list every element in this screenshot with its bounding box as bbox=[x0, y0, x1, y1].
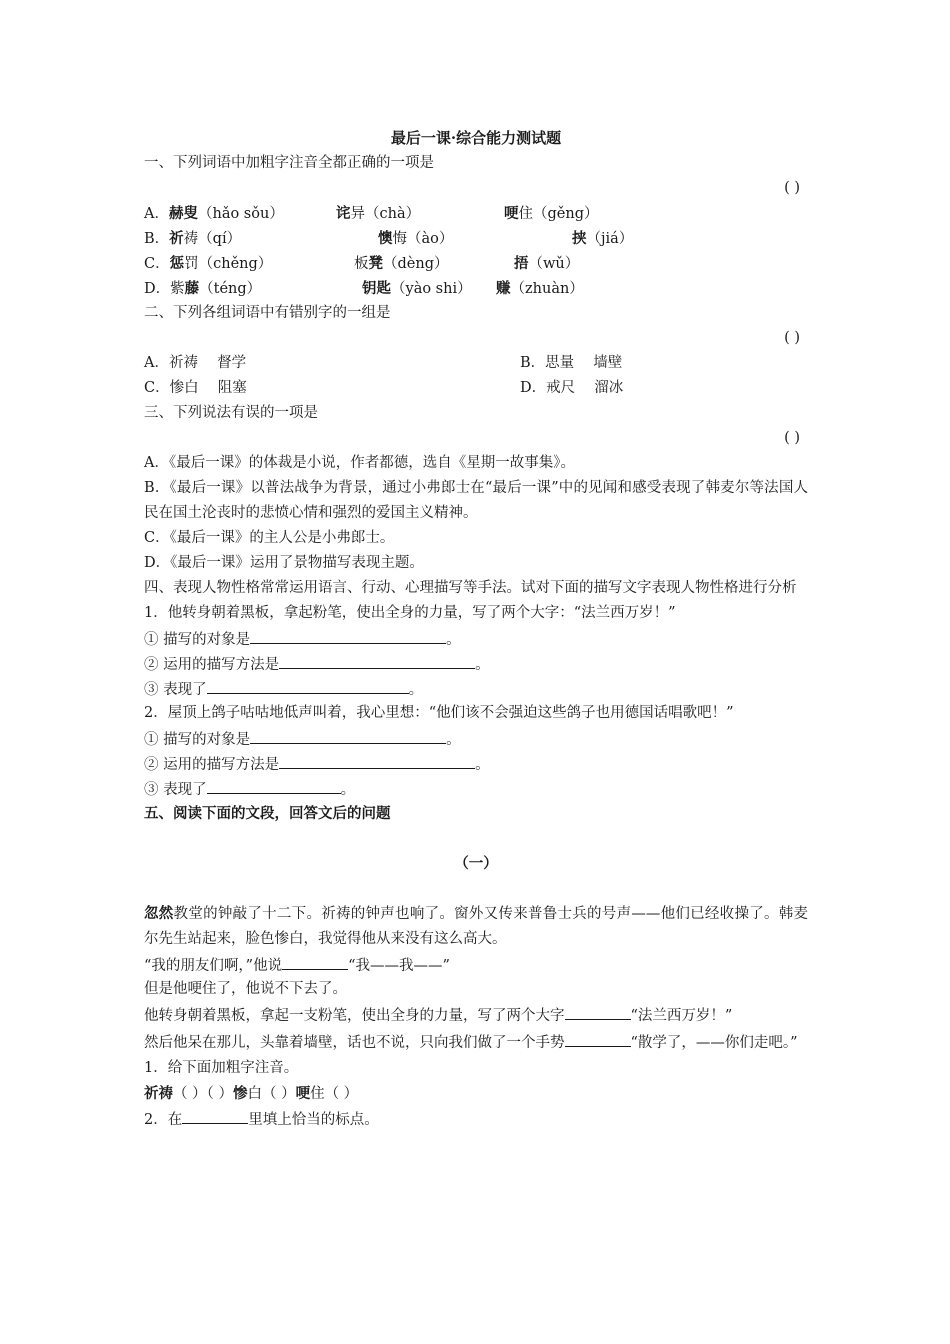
answer-blank[interactable] bbox=[207, 776, 341, 794]
q1-option-a: A．赫叟（hǎo sǒu） 诧异（chà） 哽住（gěng） bbox=[144, 205, 599, 222]
q5-item-2: 2．在 里填上恰当的标点。 bbox=[144, 1106, 808, 1131]
q2-answer-paren: ( ) bbox=[784, 330, 800, 346]
q4-s1-item-a: ① 描写的对象是 。 bbox=[144, 626, 808, 651]
answer-blank[interactable] bbox=[207, 676, 409, 694]
q3-stem: 三、下列说法有误的一项是 bbox=[144, 405, 318, 421]
q4-s1-item-c: ③ 表现了 。 bbox=[144, 676, 808, 701]
q5-stem: 五、阅读下面的文段，回答文后的问题 bbox=[144, 805, 391, 822]
q4-s2-item-c: ③ 表现了 。 bbox=[144, 776, 808, 801]
passage-paragraph-2: “我的朋友们啊，”他说 “我——我——” bbox=[144, 952, 808, 977]
q2-option-d: D．戒尺 溜冰 bbox=[520, 380, 624, 396]
q5-item-1: 1．给下面加粗字注音。 bbox=[144, 1060, 299, 1076]
q1-option-b: B．祈祷（qí） 懊悔（ào） 挟（jiá） bbox=[144, 230, 634, 247]
q4-s2-item-b: ② 运用的描写方法是 。 bbox=[144, 751, 808, 776]
page-title: 最后一课·综合能力测试题 bbox=[390, 129, 562, 147]
q4-s2-item-a: ① 描写的对象是 。 bbox=[144, 726, 808, 751]
section-heading: （一） bbox=[454, 855, 498, 872]
q3-option-c: C．《最后一课》的主人公是小弗郎士。 bbox=[144, 530, 395, 546]
q2-option-c: C．惨白 阻塞 bbox=[144, 380, 247, 396]
answer-blank[interactable] bbox=[279, 751, 475, 769]
q3-option-a: A．《最后一课》的体裁是小说，作者都德，选自《星期一故事集》。 bbox=[144, 455, 575, 471]
document-page bbox=[144, 126, 808, 1131]
answer-blank[interactable] bbox=[250, 626, 446, 644]
answer-blank[interactable] bbox=[250, 726, 446, 744]
answer-blank[interactable] bbox=[279, 651, 475, 669]
q4-stem: 四、表现人物性格常常运用语言、行动、心理描写等手法。试对下面的描写文字表现人物性格进行分析 bbox=[144, 580, 797, 596]
answer-paren[interactable]: （ ） bbox=[261, 1086, 296, 1102]
q2-option-b: B．思量 墙壁 bbox=[520, 355, 623, 371]
answer-blank[interactable] bbox=[182, 1106, 248, 1124]
punctuation-blank[interactable] bbox=[282, 952, 348, 970]
q4-s1-item-b: ② 运用的描写方法是 。 bbox=[144, 651, 808, 676]
q2-option-a: A．祈祷 督学 bbox=[144, 355, 247, 371]
q4-sentence-2: 2．屋顶上鸽子咕咕地低声叫着，我心里想：“他们该不会强迫这些鸽子也用德国话唱歌吧！” bbox=[144, 705, 734, 721]
q1-option-c: C．惩罚（chěng） 板凳（dèng） 捂（wǔ） bbox=[144, 255, 580, 272]
q5-item-1-answers: 祈祷（ ）（ ）惨白（ ）哽住（ ） bbox=[144, 1085, 359, 1102]
q2-options-row-1 bbox=[144, 351, 808, 376]
passage-paragraph-5: 然后他呆在那儿，头靠着墙壁，话也不说，只向我们做了一个手势 “散学了，——你们走吧。” bbox=[144, 1029, 808, 1056]
answer-paren[interactable]: （ ）（ ） bbox=[173, 1086, 233, 1102]
q3-option-d: D．《最后一课》运用了景物描写表现主题。 bbox=[144, 555, 424, 571]
q1-option-d: D．紫藤（téng） 钥匙（yào shi） 赚（zhuàn） bbox=[144, 280, 584, 297]
q1-stem: 一、下列词语中加粗字注音全都正确的一项是 bbox=[144, 155, 434, 171]
q3-option-b: B．《最后一课》以普法战争为背景，通过小弗郎士在“最后一课”中的见闻和感受表现了韩麦尔等法国人民在国土沦丧时的悲愤心情和强烈的爱国主义精神。 bbox=[144, 480, 808, 521]
punctuation-blank[interactable] bbox=[565, 1029, 631, 1047]
punctuation-blank[interactable] bbox=[565, 1002, 631, 1020]
passage-paragraph-3: 但是他哽住了，他说不下去了。 bbox=[144, 981, 347, 997]
passage-paragraph-1: 忽然教堂的钟敲了十二下。祈祷的钟声也响了。窗外又传来普鲁士兵的号声——他们已经收操了。韩麦尔先生站起来，脸色惨白，我觉得他从来没有这么高大。 bbox=[144, 905, 809, 947]
answer-paren[interactable]: （ ） bbox=[324, 1086, 359, 1102]
passage-paragraph-4: 他转身朝着黑板，拿起一支粉笔，使出全身的力量，写了两个大字 “法兰西万岁！” bbox=[144, 1002, 808, 1029]
q4-sentence-1: 1．他转身朝着黑板，拿起粉笔，使出全身的力量，写了两个大字：“法兰西万岁！” bbox=[144, 605, 676, 621]
q2-stem: 二、下列各组词语中有错别字的一组是 bbox=[144, 305, 391, 321]
q1-answer-paren: ( ) bbox=[784, 180, 800, 196]
q3-answer-paren: ( ) bbox=[784, 430, 800, 446]
q2-options-row-2 bbox=[144, 376, 808, 401]
